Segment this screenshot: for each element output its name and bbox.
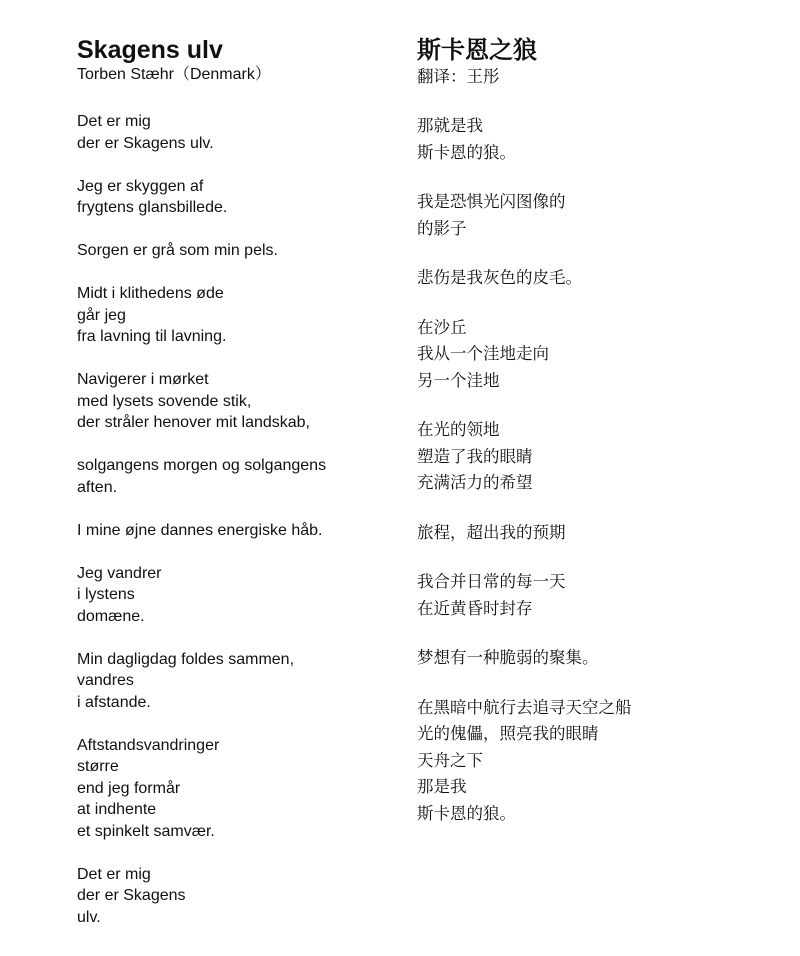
chinese-stanza (417, 189, 777, 242)
chinese-poem-line: 在黑暗中航行去追寻天空之船 (417, 697, 632, 717)
chinese-stanza (417, 265, 777, 292)
danish-stanza (77, 176, 397, 219)
chinese-poem-line: 那就是我 (417, 116, 483, 135)
danish-poem-line: fra lavning til lavning. (77, 328, 227, 345)
chinese-poem-line: 另一个洼地 (417, 370, 500, 390)
danish-poem-line: et spinkelt samvær. (77, 822, 215, 840)
chinese-stanzas (417, 113, 777, 827)
danish-poem-line: der er Skagens ulv. (77, 134, 214, 152)
danish-stanza (77, 240, 397, 262)
danish-stanza (77, 864, 397, 929)
danish-poem-line: aften. (77, 478, 118, 496)
danish-poem-line: ulv. (77, 908, 101, 926)
danish-poem-line: der er Skagens (77, 887, 186, 904)
danish-poem-author: Torben Stæhr（Denmark） (77, 66, 271, 83)
chinese-stanza (417, 113, 777, 166)
danish-poem-line: i afstande. (77, 693, 151, 711)
danish-poem-line: domæne. (77, 607, 145, 625)
danish-stanza (77, 111, 397, 154)
chinese-poem-line: 在光的领地 (417, 420, 500, 439)
chinese-poem-line: 光的傀儡，照亮我的眼睛 (417, 724, 599, 743)
danish-poem-line: at indhente (77, 801, 157, 818)
chinese-poem-line: 充满活力的希望 (417, 473, 533, 492)
chinese-poem-line: 我从一个洼地走向 (417, 344, 549, 363)
danish-poem-line: Det er mig (77, 113, 151, 130)
danish-poem-line: end jeg formår (77, 779, 181, 797)
danish-poem-line: I mine øjne dannes energiske håb. (77, 521, 323, 539)
danish-poem-line: Navigerer i mørket (77, 371, 209, 388)
chinese-poem-line: 梦想有一种脆弱的聚集。 (417, 648, 599, 667)
chinese-stanza (417, 645, 777, 672)
danish-stanzas (77, 111, 397, 928)
chinese-poem-line: 在沙丘 (417, 317, 467, 337)
chinese-stanza (417, 695, 777, 828)
chinese-poem-line: 的影子 (417, 218, 467, 238)
chinese-poem-line: 在近黄昏时封存 (417, 598, 533, 618)
danish-stanza (77, 735, 397, 843)
danish-poem-line: i lystens (77, 586, 135, 603)
danish-poem-line: vandres (77, 672, 134, 689)
chinese-poem-line: 塑造了我的眼睛 (417, 446, 533, 466)
danish-stanza (77, 563, 397, 628)
chinese-poem-title: 斯卡恩之狼 (417, 36, 537, 64)
danish-poem-line: Midt i klithedens øde (77, 285, 224, 302)
danish-poem-line: med lysets sovende stik, (77, 392, 252, 410)
chinese-poem-line: 天舟之下 (417, 750, 483, 770)
chinese-poem-line: 我是恐惧光闪图像的 (417, 192, 566, 211)
danish-poem-line: Jeg er skyggen af (77, 177, 204, 195)
chinese-poem-line: 斯卡恩的狼。 (417, 142, 516, 162)
danish-poem-line: Sorgen er grå som min pels. (77, 242, 278, 259)
chinese-poem-line: 斯卡恩的狼。 (417, 803, 516, 823)
chinese-stanza (417, 520, 777, 547)
danish-poem-line: frygtens glansbillede. (77, 199, 228, 216)
chinese-poem-line: 旅程，超出我的预期 (417, 522, 566, 542)
danish-poem-line: større (77, 758, 119, 775)
danish-stanza (77, 455, 397, 498)
chinese-poem-line: 悲伤是我灰色的皮毛。 (417, 268, 582, 287)
chinese-poem-translator: 翻译：王彤 (417, 68, 500, 86)
danish-poem-line: der stråler henover mit landskab, (77, 414, 310, 431)
danish-poem-line: Jeg vandrer (77, 564, 162, 582)
danish-stanza (77, 649, 397, 714)
danish-stanza (77, 520, 397, 542)
danish-poem-line: solgangens morgen og solgangens (77, 457, 327, 474)
danish-poem-line: Det er mig (77, 865, 151, 883)
chinese-stanza (417, 569, 777, 622)
danish-stanza (77, 369, 397, 434)
chinese-poem-line: 我合并日常的每一天 (417, 572, 566, 591)
chinese-poem-column (417, 34, 777, 850)
chinese-poem-line: 那是我 (417, 777, 467, 796)
danish-poem-column (77, 34, 397, 950)
danish-poem-title: Skagens ulv (77, 36, 223, 64)
danish-poem-line: går jeg (77, 306, 126, 324)
chinese-stanza (417, 417, 777, 497)
danish-poem-line: Min dagligdag foldes sammen, (77, 650, 295, 668)
danish-stanza (77, 283, 397, 348)
danish-poem-line: Aftstandsvandringer (77, 736, 220, 754)
chinese-stanza (417, 315, 777, 395)
